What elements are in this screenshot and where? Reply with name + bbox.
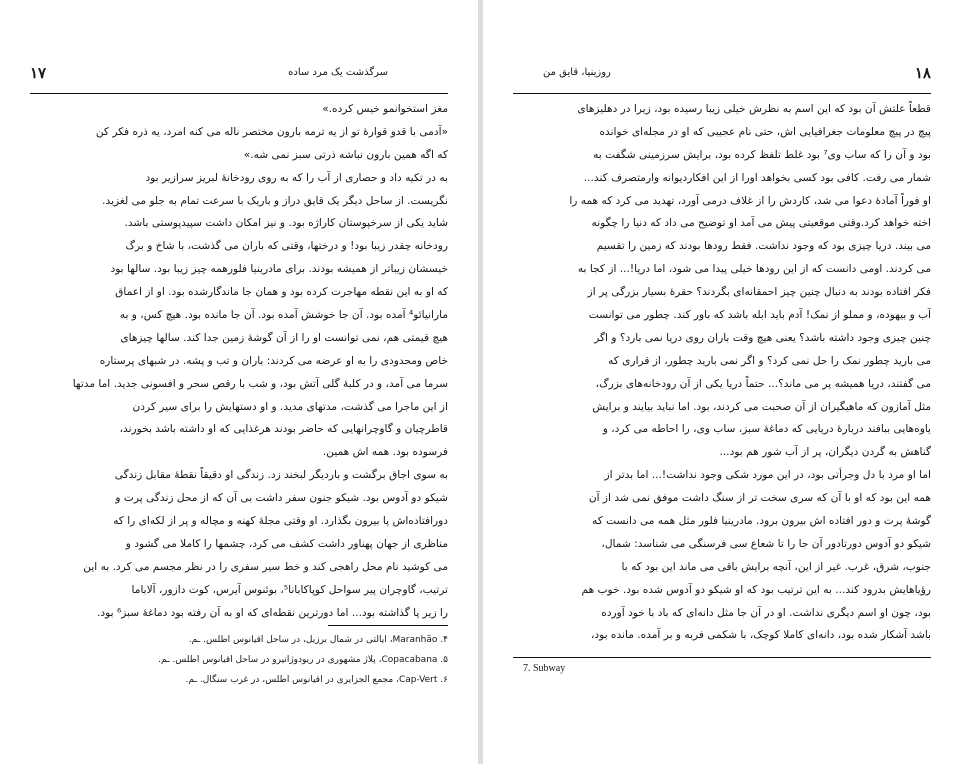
text-line: فکر افتاده بودند به دنبال چنین چیز احمقانه‌ای بگردند؟ حقرهٔ بسیار بزرگی پر از [587, 286, 931, 299]
text-line: خیسشان زیباتر از همیشه بودند. برای مادرینیا فلورهمه چیز زیبا بود. سالها بود [110, 263, 448, 276]
left-page [0, 0, 478, 764]
text-line: اخته خواهد کرد.وقتی موقعیتی پیش می آمد او توضیح می داد که دنیا را چگونه [591, 217, 931, 230]
text-line: که اگه همین بارون نباشه ذرتی سبز نمی شه.» [243, 148, 448, 161]
text-line: باشد آشکار شده بود، دانه‌ای کاملا کوچک، با شکمی فربه و بر آمده. مانده بود، [591, 629, 931, 642]
text-line: خاص ومحدودی را به او عرضه می کردند: باران و تب و پشه. در شبهای پرستاره [99, 354, 448, 367]
text-line: می کردند. اومی دانست که از این رودها خیلی پیدا می شود، اما دریا!... از کجا به [577, 263, 931, 276]
text-line: نگریست. از ساحل دیگر یک قایق دراز و باریک با سرعت تمام به جلو می لغزید. [102, 194, 448, 207]
text-line: مناظری از جهان پهناور داشت کشف می کرد، چشمها را کاملا می گشود و [125, 537, 448, 550]
text-line: مثل آمازون که ماهیگیران از آن صحبت می کردند، بود. اما نباید بیایند و برایش [592, 400, 931, 413]
body-text [30, 98, 448, 624]
text-line: می گفتند، دریا همیشه پر می ماند؟... حتماً دریا یکی از آن رودخانه‌های بزرگ، [595, 377, 931, 390]
text-line: شاید یکی از سرخپوستان کاراژه بود. و نیز امکان داشت سپیدپوستی باشد. [124, 217, 448, 230]
text-line: می بیند. دریا چیزی بود که وجود نداشت. فقط رودها بودند که زمین را تقسیم [596, 240, 931, 253]
text-line: می بارید چطور نمک را حل نمی کرد؟ و اگر نمی بارید چطور، از قراری که [608, 354, 931, 367]
page-header [513, 64, 931, 90]
body-text [513, 98, 931, 647]
text-line: ترتیب، گاوچران پیر سواحل کوپاکابانا⁵، بوئنوس آیرس، کوت دازور، آلاباما [131, 583, 448, 596]
text-line: از این ماجرا می گذشت، مدتهای مدید. و او دستهایش را برای سیر کردن [132, 400, 448, 413]
text-line: شیکو دو آدوس بود. شیکو جنون سفر داشت بی آن که از محل زندگی پرت و [115, 492, 448, 505]
text-line: رودخانه چقدر زیبا بود! و درختها، وقتی که باران می گذشت، با شاخ و برگ [125, 240, 448, 253]
right-page [483, 0, 961, 764]
text-line: همه این بود که او با آن که سری سخت تر از سنگ داشت موفق نمی شد از آن [588, 492, 931, 505]
footnote-rule [513, 657, 931, 658]
text-line: به سوی اجاق برگشت و باردیگر لبخند زد. زندگی او دقیقاً نقطهٔ مقابل زندگی [114, 469, 448, 482]
text-line: قاطرچیان و گاوچرانهایی که حاضر بودند هرغذایی که او داشته باشد بخورند، [119, 423, 448, 436]
text-line: به در تکیه داد و حصاری از آب را که به روی رودخانهٔ لبریز سرازیر بود [145, 171, 448, 184]
text-line: هیچ قیمتی هم، نمی توانست او را از آن گوشهٔ زمین جدا کند. سالها چیزهای [120, 331, 448, 344]
text-line: آب و بیهوده، و مملو از نمک! آدم باید ابله باشد که باور کند. چطور می توانست [588, 309, 931, 322]
header-rule [30, 93, 448, 94]
text-line: گوشهٔ پرت و دور افتاده اش بیرون برود. مادرینیا فلور مثل همه می دانست که [592, 515, 931, 528]
text-line: مارانیائو⁴ آمده بود. آن جا خوشش آمده بود. آن جا مانده بود. هیچ کس، و به [119, 309, 448, 322]
text-line: فرسوده بود. همه اش همین. [322, 446, 448, 459]
footnote-rule [328, 625, 448, 626]
text-line: او فوراً آمادهٔ دعوا می شد، کاردش را از غلاف درمی آورد، تهدید می کرد که همه را [569, 194, 931, 207]
text-line: یاوه‌هایی ببافند دربارهٔ دریایی که دماغهٔ سبز، ساب وی، را احاطه می کرد، و [602, 423, 931, 436]
text-line: بود، چون او اسم دیگری نداشت. او در آن جا مثل دانه‌ای که باد با خود آورده [601, 606, 931, 619]
running-head: روزینیا، قایق من [543, 67, 611, 78]
text-line: اما او مرد با دل وجرأتی بود، در این مورد شکی وجود نداشت!... اما بدتر از [604, 469, 931, 482]
text-line: رؤیاهایش بدرود کند... به این ترتیب بود که او شیکو دو آدوس شده بود. خوب هم [581, 583, 931, 596]
text-line: بود و آن را که ساب وی⁷ بود غلط تلفظ کرده بود، برایش سرزمینی شگفت به [593, 148, 931, 161]
text-line: قطعاً علتش آن بود که این اسم به نظرش خیلی زیبا رسیده بود، زیرا در دهلیزهای [577, 103, 931, 115]
text-line: گناهش به گردن دیگران، پر از آب شور هم بود... [719, 446, 931, 459]
footnote: ۶. Cap-Vert، مجمع الجزایری در اقیانوس اطلس، در غرب سنگال. ـم. [185, 675, 448, 685]
text-line: «آدمی با قدو قواره‌ٔ تو از یه ترمه بارون مختصر ناله می کنه امرد، یه ذره فکر کن [95, 125, 448, 138]
page-number: ١٧ [30, 64, 47, 82]
text-line: که او به این نقطه مهاجرت کرده بود و همان جا ماندگارشده بود. او از اعماق [115, 286, 448, 299]
page-number: ١٨ [914, 64, 931, 82]
text-line: شیکو دو آدوس دورتادور آن جا را تا شعاع سی فرسنگی می شناسد: شمال، [601, 537, 931, 550]
text-line: دورافتاده‌اش پا بیرون بگذارد. او وقتی مجلهٔ کهنه و مچاله و پر از لکه‌ای را که [113, 515, 448, 528]
text-line: می کوشید نام محل راهجی کند و خط سیر سفری را در نظر مجسم می کرد. به این [83, 560, 448, 573]
text-line: چنین چیزی وجود داشته باشد؟ یعنی هیچ وقت باران روی دریا نمی بارد؟ و اگر [594, 331, 931, 344]
header-rule [513, 93, 931, 94]
footnotes [30, 630, 448, 690]
footnote: 7. Subway [523, 663, 566, 674]
running-head: سرگذشت یک مرد ساده [288, 67, 388, 78]
footnote: ۵. Copacabana، پلاژ مشهوری در ریودوژانیرو در ساحل اقیانوس اطلس. ـم. [158, 655, 448, 665]
page-header [30, 64, 448, 90]
footnote: ۴. Maranhão، ایالتی در شمال برزیل، در ساحل اقیانوس اطلس. ـم. [188, 635, 448, 645]
text-line: سرما می آمد، و در کلبهٔ گلی آتش بود، و شب با رقص سحر و افسونی جدید. اما مدتها [72, 377, 448, 390]
text-line: شمار می رفت. کافی بود کسی بخواهد اورا از این افکاردیوانه وارمتصرف کند... [583, 171, 931, 184]
text-line: جنوب، شرق، غرب. غیر از این، آنچه برایش باقی می ماند این بود که با [621, 560, 931, 573]
text-line: پیچ در پیچ معلومات جغرافیایی اش، حتی نام عجیبی که او در مجله‌ای خوانده [599, 125, 931, 138]
text-line: مغز استخوانمو خیس کرده.» [322, 103, 448, 115]
text-line: را زیر پا گذاشته بود... اما دورترین نقطه‌ای که او به آن رفته بود دماغهٔ سبز⁶ بود. [97, 606, 448, 619]
